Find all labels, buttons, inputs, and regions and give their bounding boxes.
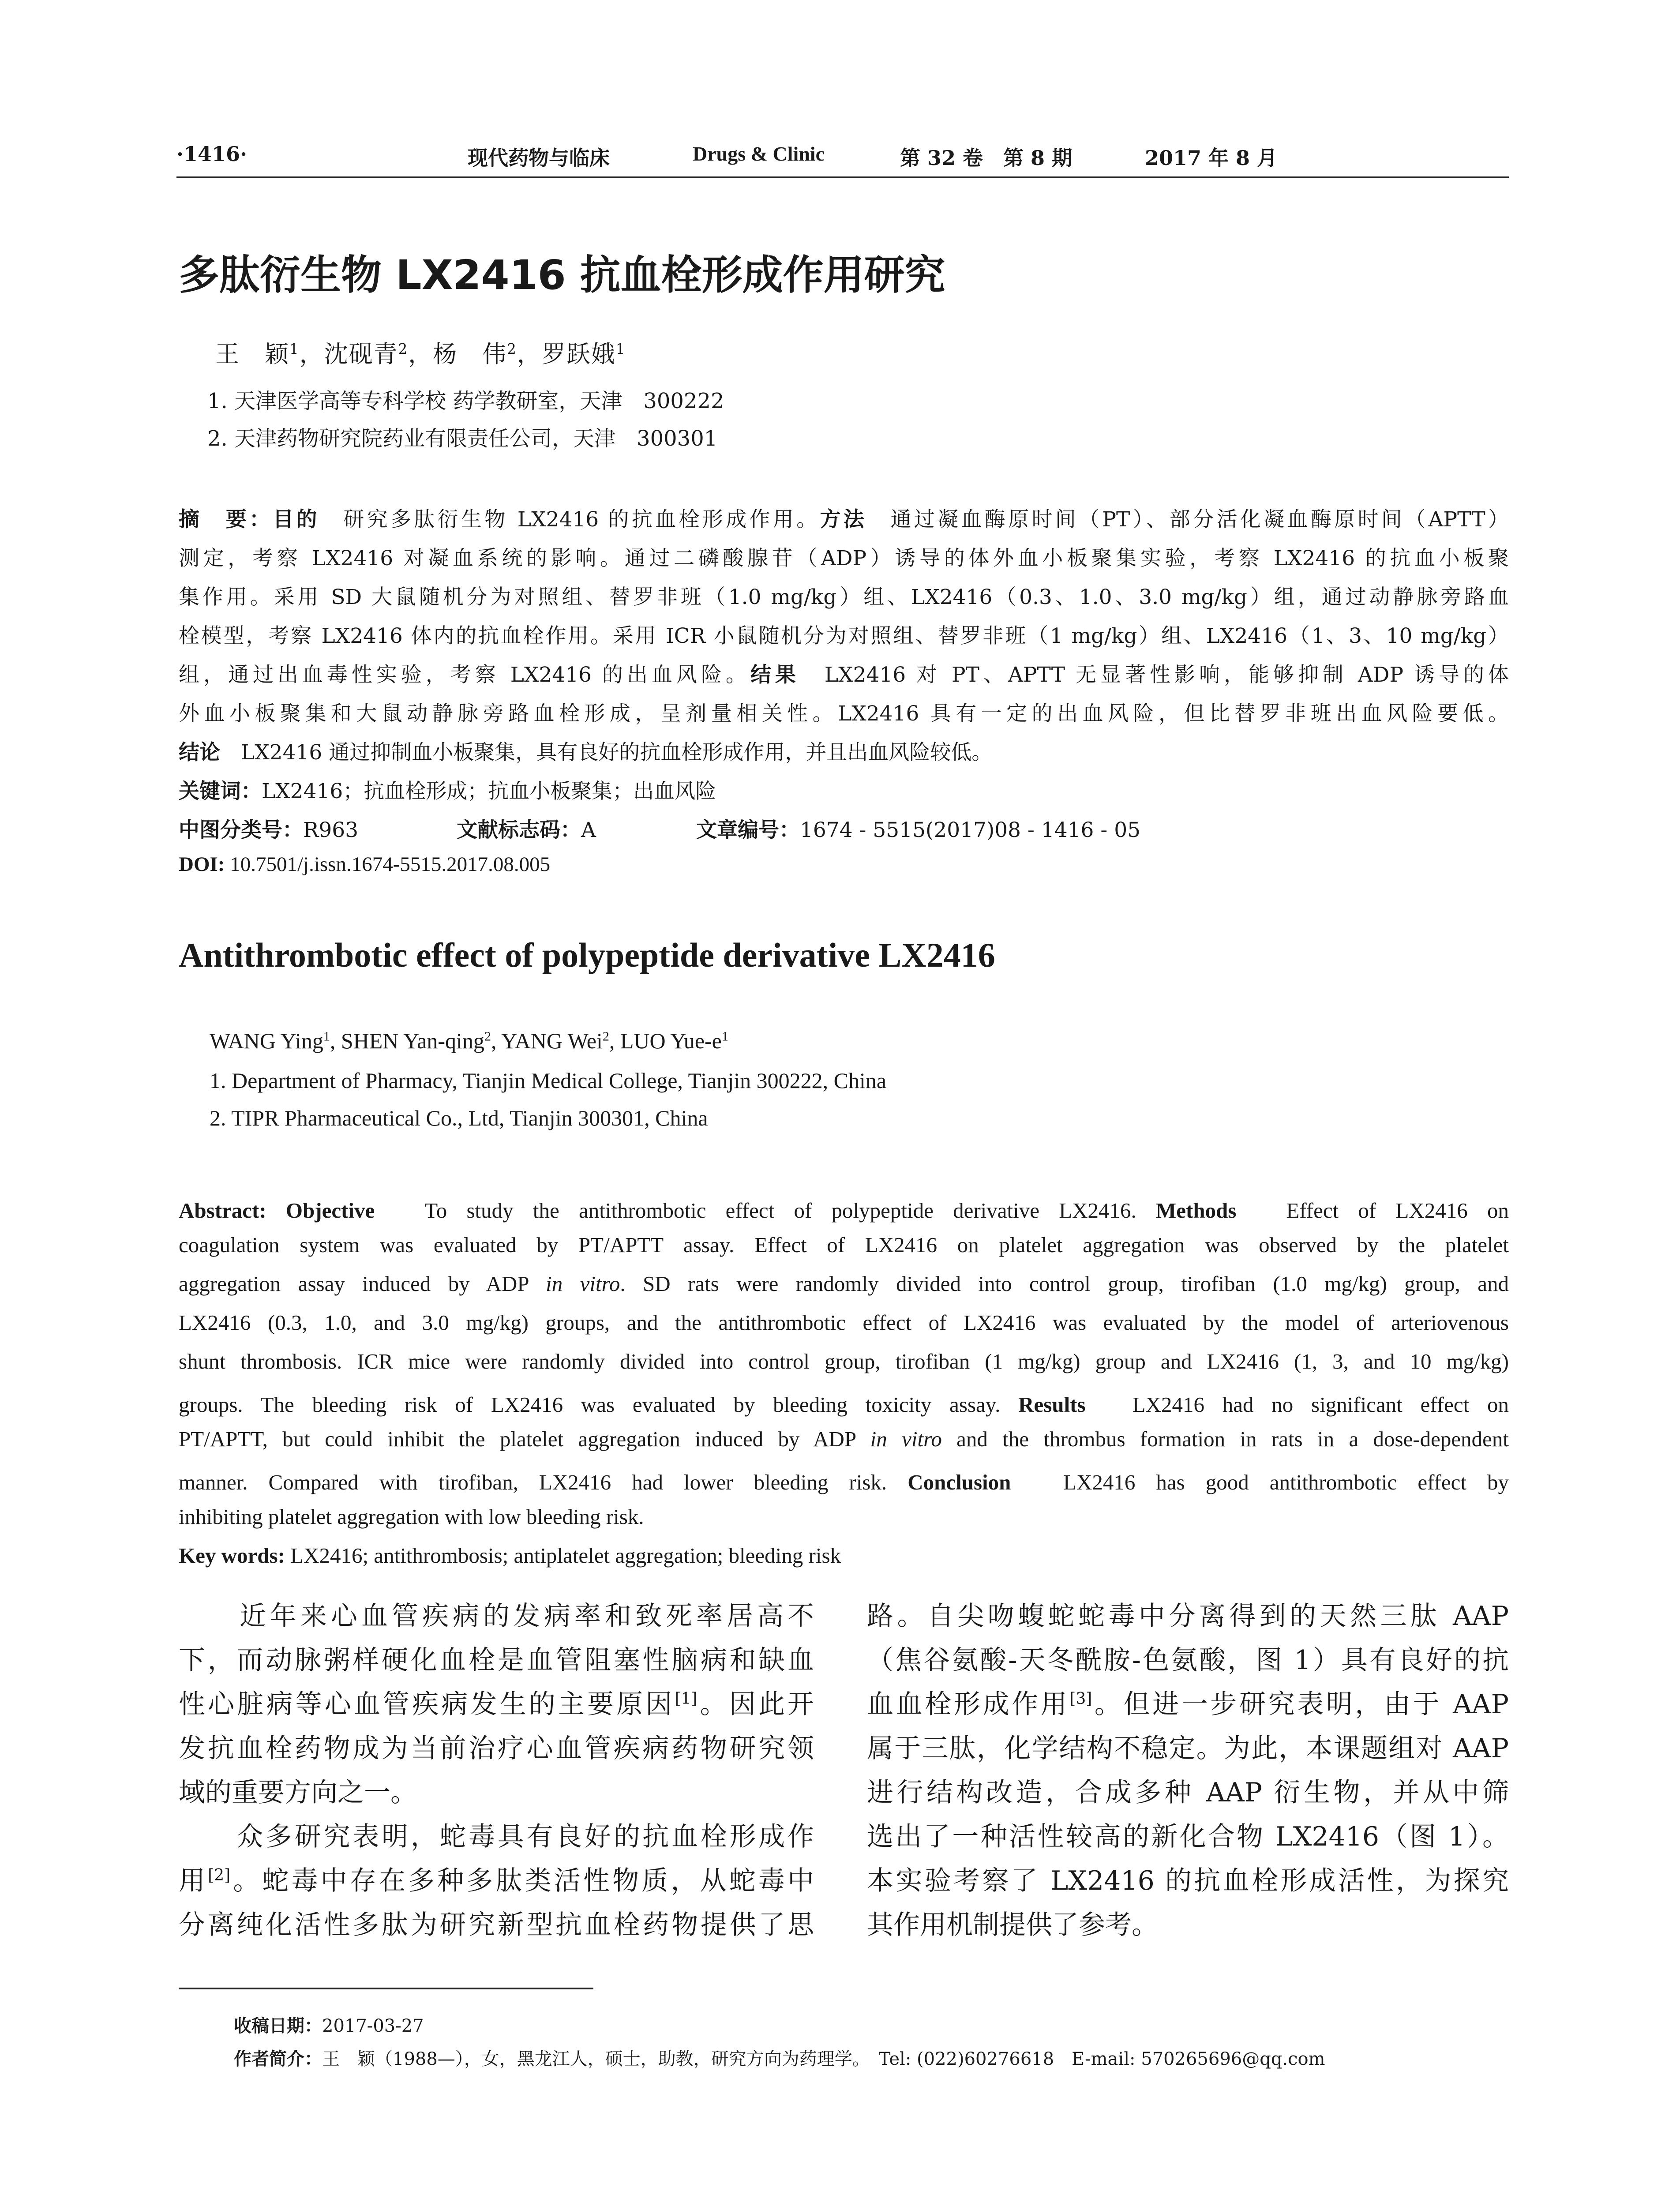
page-number: ·1416·: [176, 142, 248, 166]
keywords-en-label: Key words:: [179, 1543, 285, 1568]
body-left-line: 用[2]。蛇毒中存在多种多肽类活性物质，从蛇毒中: [179, 1865, 814, 1896]
body-right-line: 选出了一种活性较高的新化合物 LX2416（图 1）。: [867, 1821, 1509, 1852]
authors-cn: 王 颖$^1$，沈砚青$^2$，杨 伟$^2$，罗跃娥$^1$: [215, 340, 626, 368]
body-right-line: 属于三肽，化学结构不稳定。为此，本课题组对 AAP: [867, 1733, 1509, 1764]
abstract-cn-line: 组，通过出血毒性实验，考察 LX2416 的出血风险。结果 LX2416 对 PT、APTT 无显著性影响，能够抑制 ADP 诱导的体: [179, 663, 1509, 687]
body-left-line: 分离纯化活性多肽为研究新型抗血栓药物提供了思: [179, 1910, 814, 1940]
title-en: Antithrombotic effect of polypeptide derivative LX2416: [179, 936, 995, 974]
abstract-en-line: manner. Compared with tirofiban, LX2416 had lower bleeding risk. Conclusion LX2416 has good antithrombotic effect by: [179, 1470, 1509, 1494]
abstract-cn-line: 栓模型，考察 LX2416 体内的抗血栓作用。采用 ICR 小鼠随机分为对照组、替罗非班（1 mg/kg）组、LX2416（1、3、10 mg/kg）: [179, 624, 1509, 648]
body-right-line: （焦谷氨酸-天冬酰胺-色氨酸，图 1）具有良好的抗: [867, 1645, 1509, 1676]
running-header: [176, 142, 1509, 177]
affiliation-en-1: 1. Department of Pharmacy, Tianjin Medical College, Tianjin 300222, China: [210, 1068, 887, 1093]
author-bio-label: 作者简介：: [234, 2049, 322, 2069]
abstract-cn-line: 测定，考察 LX2416 对凝血系统的影响。通过二磷酸腺苷（ADP）诱导的体外血小板聚集实验，考察 LX2416 的抗血小板聚: [179, 546, 1509, 570]
body-right-line: 进行结构改造，合成多种 AAP 衍生物，并从中筛: [867, 1777, 1509, 1808]
clc-label: 中图分类号：: [179, 818, 303, 842]
received-date: 2017-03-27: [322, 2016, 424, 2036]
keywords-cn-value: LX2416；抗血栓形成；抗血小板聚集；出血风险: [262, 779, 716, 803]
volume-issue: 第 32 卷 第 8 期: [900, 146, 1072, 170]
clc-value: R963: [303, 818, 359, 842]
abstract-en-line: coagulation system was evaluated by PT/APTT assay. Effect of LX2416 on platelet aggregation was observed by the platelet: [179, 1233, 1509, 1257]
body-right-line: 血血栓形成作用[3]。但进一步研究表明，由于 AAP: [867, 1689, 1509, 1720]
title-cn: 多肽衍生物 LX2416 抗血栓形成作用研究: [179, 251, 945, 299]
doi-line: [179, 852, 550, 876]
article-no-label: 文章编号：: [696, 818, 800, 842]
journal-name-en: Drugs & Clinic: [693, 143, 825, 165]
footnote-rule: [179, 1988, 593, 1989]
doi-label: DOI:: [179, 853, 225, 876]
footnote-received: [234, 2012, 424, 2037]
body-left-line: 域的重要方向之一。: [179, 1777, 417, 1808]
abstract-en-line: Abstract: Objective To study the antithrombotic effect of polypeptide derivative LX2416. Methods Effect of LX2416 on: [179, 1198, 1509, 1223]
journal-name-cn: 现代药物与临床: [468, 146, 610, 170]
affiliation-cn-2: 2. 天津药物研究院药业有限责任公司，天津 300301: [207, 426, 718, 451]
abstract-en-line: LX2416 (0.3, 1.0, and 3.0 mg/kg) groups, and the antithrombotic effect of LX2416 was evaluated by the model of arteriovenous: [179, 1310, 1509, 1335]
abstract-en-line: aggregation assay induced by ADP in vitro. SD rats were randomly divided into control group, tirofiban (1.0 mg/kg) group, and: [179, 1272, 1509, 1296]
doc-code-value: A: [581, 818, 596, 842]
keywords-en-value: LX2416; antithrombosis; antiplatelet aggregation; bleeding risk: [290, 1543, 841, 1568]
received-label: 收稿日期：: [234, 2016, 322, 2036]
body-left-line: 众多研究表明，蛇毒具有良好的抗血栓形成作: [179, 1821, 814, 1852]
abstract-cn-line: 结论 LX2416 通过抑制血小板聚集，具有良好的抗血栓形成作用，并且出血风险较低。: [179, 740, 993, 765]
body-right-line: 路。自尖吻蝮蛇蛇毒中分离得到的天然三肽 AAP: [867, 1601, 1509, 1632]
abstract-en-line: PT/APTT, but could inhibit the platelet aggregation induced by ADP in vitro and the thrombus formation in rats in a dose-dependent: [179, 1427, 1509, 1451]
abstract-cn-line: 摘 要：目的 研究多肽衍生物 LX2416 的抗血栓形成作用。方法 通过凝血酶原时间（PT）、部分活化凝血酶原时间（APTT）: [179, 507, 1509, 532]
footnote-author: [234, 2045, 1325, 2070]
doc-code-line: [457, 814, 596, 843]
abstract-en-line: shunt thrombosis. ICR mice were randomly divided into control group, tirofiban (1 mg/kg) group and LX2416 (1, 3, and 10 mg/kg): [179, 1349, 1509, 1373]
affiliation-en-2: 2. TIPR Pharmaceutical Co., Ltd, Tianjin 300301, China: [210, 1106, 708, 1130]
header-rule: [176, 176, 1509, 178]
body-right-line: 本实验考察了 LX2416 的抗血栓形成活性，为探究: [867, 1865, 1509, 1896]
abstract-cn-line: 集作用。采用 SD 大鼠随机分为对照组、替罗非班（1.0 mg/kg）组、LX2416（0.3、1.0、3.0 mg/kg）组，通过动静脉旁路血: [179, 585, 1509, 609]
abstract-en-line: inhibiting platelet aggregation with low bleeding risk.: [179, 1504, 644, 1529]
doi-value: 10.7501/j.issn.1674-5515.2017.08.005: [230, 853, 551, 876]
issue-date: 2017 年 8 月: [1145, 146, 1278, 170]
authors-en: WANG Ying$^1$, SHEN Yan-qing$^2$, YANG Wei$^2$, LUO Yue-$e^1$: [210, 1028, 728, 1053]
keywords-en: [179, 1543, 841, 1568]
author-bio: 王 颖（1988—），女，黑龙江人，硕士，助教，研究方向为药理学。 Tel: (022)60276618 E-mail: 570265696@qq.com: [322, 2049, 1325, 2069]
article-no-value: 1674 - 5515(2017)08 - 1416 - 05: [800, 818, 1141, 842]
body-left-line: 下，而动脉粥样硬化血栓是血管阻塞性脑病和缺血: [179, 1645, 814, 1676]
body-left-line: 近年来心血管疾病的发病率和致死率居高不: [179, 1601, 814, 1632]
classification-line: [179, 814, 358, 843]
body-right-line: 其作用机制提供了参考。: [867, 1910, 1158, 1940]
abstract-en-line: groups. The bleeding risk of LX2416 was evaluated by bleeding toxicity assay. Results LX2416 had no significant effect on: [179, 1392, 1509, 1417]
affiliation-cn-1: 1. 天津医学高等专科学校 药学教研室，天津 300222: [207, 389, 724, 413]
article-no-line: [696, 814, 1140, 843]
body-left-line: 性心脏病等心血管疾病发生的主要原因[1]。因此开: [179, 1689, 814, 1720]
body-left-line: 发抗血栓药物成为当前治疗心血管疾病药物研究领: [179, 1733, 814, 1764]
abstract-cn-line: 外血小板聚集和大鼠动静脉旁路血栓形成，呈剂量相关性。LX2416 具有一定的出血风险，但比替罗非班出血风险要低。: [179, 702, 1509, 726]
doc-code-label: 文献标志码：: [457, 818, 581, 842]
keywords-cn-label: 关键词：: [179, 779, 262, 803]
keywords-cn: [179, 775, 716, 804]
